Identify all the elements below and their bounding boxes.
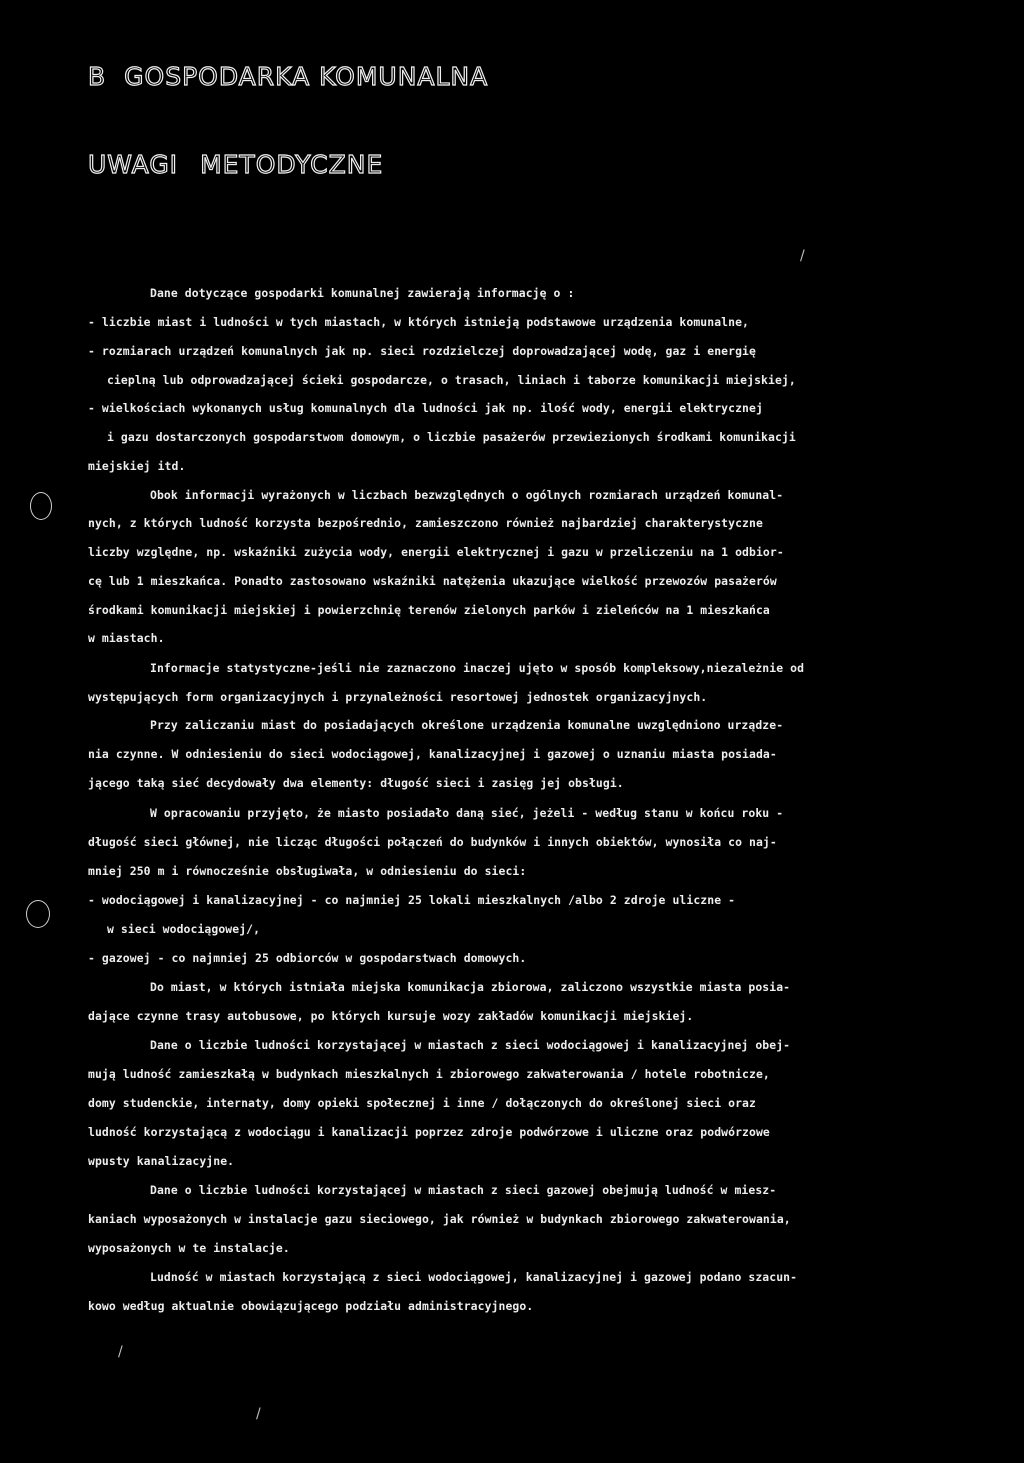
- text-line: Do miast, w których istniała miejska komunikacja zbiorowa, zaliczono wszystkie miasta posia-: [150, 980, 791, 994]
- text-line: jącego taką sieć decydowały dwa elementy: długość sieci i zasięg jej obsługi.: [88, 776, 624, 790]
- text-line: kowo według aktualnie obowiązującego podziału administracyjnego.: [88, 1299, 534, 1313]
- text-line: - wielkościach wykonanych usług komunalnych dla ludności jak np. ilość wody, energii elektrycznej: [88, 401, 763, 415]
- scan-artifact-ring: [30, 492, 52, 520]
- text-line: liczby względne, np. wskaźniki zużycia wody, energii elektrycznej i gazu w przeliczeniu na 1 odbior-: [88, 545, 784, 559]
- text-line: Ludność w miastach korzystającą z sieci wodociągowej, kanalizacyjnej i gazowej podano szacun-: [150, 1270, 798, 1284]
- text-line: ludność korzystającą z wodociągu i kanalizacji poprzez zdroje podwórzowe i uliczne oraz podwórzowe: [88, 1125, 770, 1139]
- text-line: Dane o liczbie ludności korzystającej w miastach z sieci wodociągowej i kanalizacyjnej obej-: [150, 1038, 791, 1052]
- text-line: środkami komunikacji miejskiej i powierzchnię terenów zielonych parków i zieleńców na 1 mieszkańca: [88, 603, 770, 617]
- scan-artifact-mark: /: [118, 1344, 123, 1360]
- text-line: Dane dotyczące gospodarki komunalnej zawierają informację o :: [150, 286, 575, 300]
- text-line: kaniach wyposażonych w instalacje gazu sieciowego, jak również w budynkach zbiorowego zakwaterowania,: [88, 1212, 791, 1226]
- text-line: cę lub 1 mieszkańca. Ponadto zastosowano wskaźniki natężenia ukazujące wielkość przewozów pasażerów: [88, 574, 777, 588]
- text-line: - rozmiarach urządzeń komunalnych jak np. sieci rozdzielczej doprowadzającej wodę, gaz i energię: [88, 344, 756, 358]
- text-line: długość sieci głównej, nie licząc długości połączeń do budynków i innych obiektów, wynosiła co naj-: [88, 835, 777, 849]
- text-line: - wodociągowej i kanalizacyjnej - co najmniej 25 lokali mieszkalnych /albo 2 zdroje uliczne -: [88, 893, 736, 907]
- text-line: Dane o liczbie ludności korzystającej w miastach z sieci gazowej obejmują ludność w miesz-: [150, 1183, 777, 1197]
- text-line: mują ludność zamieszkałą w budynkach mieszkalnych i zbiorowego zakwaterowania / hotele robotnicze,: [88, 1067, 770, 1081]
- section-letter: B: [88, 62, 107, 91]
- text-line: - liczbie miast i ludności w tych miastach, w których istnieją podstawowe urządzenia komunalne,: [88, 315, 749, 329]
- text-line: Przy zaliczaniu miast do posiadających określone urządzenia komunalne uwzględniono urządze-: [150, 718, 784, 732]
- text-line: Informacje statystyczne-jeśli nie zaznaczono inaczej ujęto w sposób kompleksowy,niezależnie od: [150, 661, 805, 675]
- scan-artifact-mark: /: [256, 1406, 261, 1422]
- text-line: miejskiej itd.: [88, 459, 186, 473]
- text-line: w miastach.: [88, 631, 165, 645]
- text-line: mniej 250 m i równocześnie obsługiwała, w odniesieniu do sieci:: [88, 864, 527, 878]
- text-line: - gazowej - co najmniej 25 odbiorców w gospodarstwach domowych.: [88, 951, 527, 965]
- text-line: wpusty kanalizacyjne.: [88, 1154, 235, 1168]
- text-line: w sieci wodociągowej/,: [107, 922, 261, 936]
- text-line: W opracowaniu przyjęto, że miasto posiadało daną sieć, jeżeli - według stanu w końcu roku -: [150, 806, 784, 820]
- text-line: występujących form organizacyjnych i przynależności resortowej jednostek organizacyjnych.: [88, 690, 708, 704]
- scan-artifact-ring: [26, 900, 50, 928]
- methodology-heading-word1: UWAGI: [88, 150, 179, 179]
- text-line: domy studenckie, internaty, domy opieki społecznej i inne / dołączonych do określonej sieci oraz: [88, 1096, 756, 1110]
- methodology-heading-word2: METODYCZNE: [200, 150, 384, 179]
- scan-artifact-mark: /: [800, 248, 805, 264]
- text-line: nia czynne. W odniesieniu do sieci wodociągowej, kanalizacyjnej i gazowej o uznaniu miasta posiada-: [88, 747, 777, 761]
- text-line: cieplną lub odprowadzającej ścieki gospodarcze, o trasach, liniach i taborze komunikacji miejskiej,: [107, 373, 796, 387]
- text-line: Obok informacji wyrażonych w liczbach bezwzględnych o ogólnych rozmiarach urządzeń komunal-: [150, 488, 784, 502]
- text-line: dające czynne trasy autobusowe, po których kursuje wozy zakładów komunikacji miejskiej.: [88, 1009, 694, 1023]
- section-name: GOSPODARKA KOMUNALNA: [124, 62, 489, 91]
- text-line: wyposażonych w te instalacje.: [88, 1241, 290, 1255]
- text-line: i gazu dostarczonych gospodarstwom domowym, o liczbie pasażerów przewiezionych środkami komunikacji: [107, 430, 796, 444]
- text-line: nych, z których ludność korzysta bezpośrednio, zamieszczono również najbardziej charakterystyczne: [88, 516, 763, 530]
